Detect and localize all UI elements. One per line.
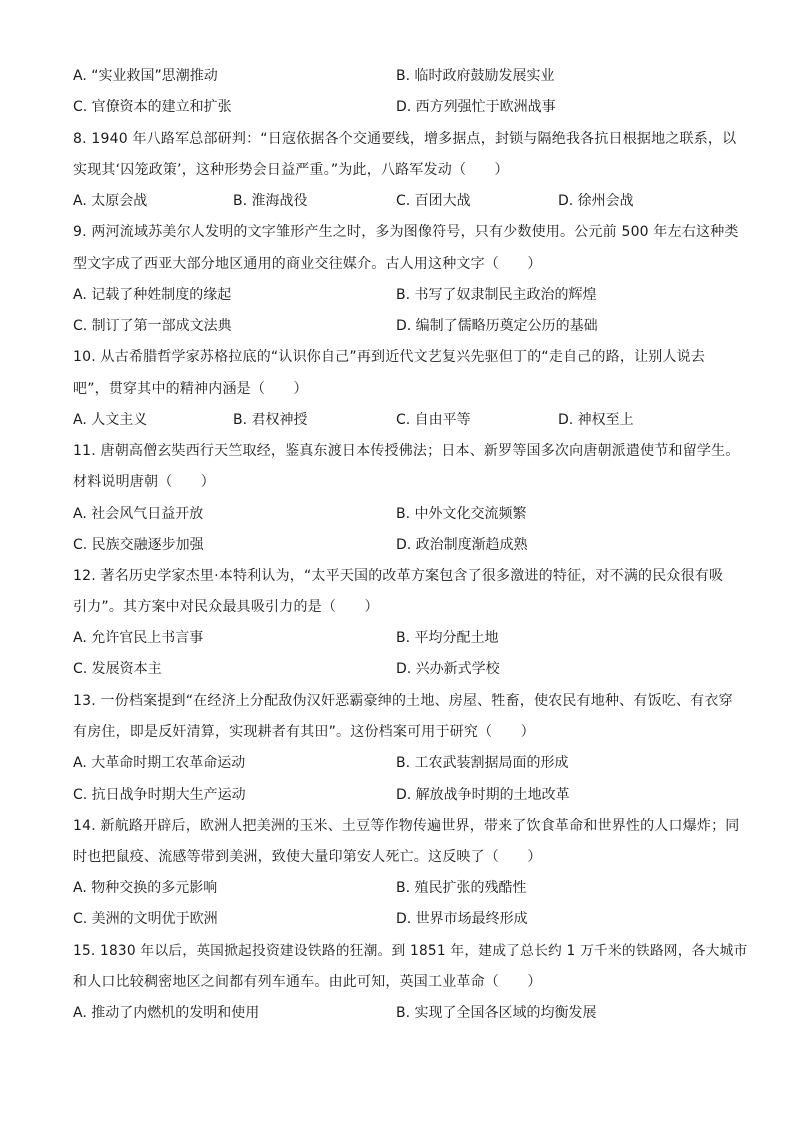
q10-stem-line-1: 10. 从古希腊哲学家苏格拉底的“认识你自己”再到近代文艺复兴先驱但丁的“走自己的路，让别人说去 xyxy=(73,349,706,365)
q11-option-a[interactable]: A. 社会风气日益开放 xyxy=(73,506,204,522)
q13-option-a[interactable]: A. 大革命时期工农革命运动 xyxy=(73,755,246,771)
q10-option-d[interactable]: D. 神权至上 xyxy=(558,412,634,428)
q13-option-b[interactable]: B. 工农武装割据局面的形成 xyxy=(396,755,569,771)
q13-option-d[interactable]: D. 解放战争时期的土地改革 xyxy=(396,787,570,803)
q9-stem-line-2: 型文字成了西亚大部分地区通用的商业交往媒介。古人用这种文字（ ） xyxy=(73,256,542,272)
q8-option-a[interactable]: A. 太原会战 xyxy=(73,193,148,209)
q7-option-c[interactable]: C. 官僚资本的建立和扩张 xyxy=(73,99,232,115)
q12-option-c[interactable]: C. 发展资本主 xyxy=(73,661,162,677)
q10-option-c[interactable]: C. 自由平等 xyxy=(396,412,471,428)
q14-option-d[interactable]: D. 世界市场最终形成 xyxy=(396,911,528,927)
q14-stem-line-1: 14. 新航路开辟后，欧洲人把美洲的玉米、土豆等作物传遍世界，带来了饮食革命和世界性的人口爆炸；同 xyxy=(73,818,740,834)
q10-option-b[interactable]: B. 君权神授 xyxy=(233,412,308,428)
q11-option-c[interactable]: C. 民族交融逐步加强 xyxy=(73,537,204,553)
q11-option-b[interactable]: B. 中外文化交流频繁 xyxy=(396,506,527,522)
q15-option-b[interactable]: B. 实现了全国各区域的均衡发展 xyxy=(396,1005,597,1021)
q7-option-b[interactable]: B. 临时政府鼓励发展实业 xyxy=(396,68,555,84)
q14-option-b[interactable]: B. 殖民扩张的残酷性 xyxy=(396,880,527,896)
q8-option-d[interactable]: D. 徐州会战 xyxy=(558,193,634,209)
q10-stem-line-2: 吧”，贯穿其中的精神内涵是（ ） xyxy=(73,381,308,397)
q9-option-a[interactable]: A. 记载了种姓制度的缘起 xyxy=(73,287,232,303)
q8-stem-line-2: 实现其‘囚笼政策’，这种形势会日益严重。”为此，八路军发动（ ） xyxy=(73,162,509,178)
q11-stem-line-1: 11. 唐朝高僧玄奘西行天竺取经，鉴真东渡日本传授佛法；日本、新罗等国多次向唐朝派遣使节和留学生。 xyxy=(73,443,740,459)
q12-stem-line-1: 12. 著名历史学家杰里·本特利认为，“太平天国的改革方案包含了很多激进的特征，对不满的民众很有吸 xyxy=(73,568,724,584)
q9-stem-line-1: 9. 两河流域苏美尔人发明的文字雏形产生之时，多为图像符号，只有少数使用。公元前 500 年左右这种类 xyxy=(73,224,739,240)
q15-option-a[interactable]: A. 推动了内燃机的发明和使用 xyxy=(73,1005,260,1021)
q14-option-c[interactable]: C. 美洲的文明优于欧洲 xyxy=(73,911,218,927)
q8-option-b[interactable]: B. 淮海战役 xyxy=(233,193,308,209)
q13-stem-line-2: 有房住，即是反奸清算，实现耕者有其田”。这份档案可用于研究（ ） xyxy=(73,724,535,740)
q7-option-a[interactable]: A. “实业救国”思潮推动 xyxy=(73,68,218,84)
q13-stem-line-1: 13. 一份档案提到“在经济上分配敌伪汉奸恶霸豪绅的土地、房屋、牲畜，使农民有地种、有饭吃、有衣穿 xyxy=(73,693,733,709)
q14-stem-line-2: 时也把鼠疫、流感等带到美洲，致使大量印第安人死亡。这反映了（ ） xyxy=(73,849,542,865)
q12-option-d[interactable]: D. 兴办新式学校 xyxy=(396,661,500,677)
q15-stem-line-1: 15. 1830 年以后，英国掀起投资建设铁路的狂潮。到 1851 年，建成了总长约 1 万千米的铁路网，各大城市 xyxy=(73,943,748,959)
q7-option-d[interactable]: D. 西方列强忙于欧洲战事 xyxy=(396,99,556,115)
q11-option-d[interactable]: D. 政治制度渐趋成熟 xyxy=(396,537,528,553)
q11-stem-line-2: 材料说明唐朝（ ） xyxy=(73,474,215,490)
q14-option-a[interactable]: A. 物种交换的多元影响 xyxy=(73,880,218,896)
q9-option-d[interactable]: D. 编制了儒略历奠定公历的基础 xyxy=(396,318,598,334)
q15-stem-line-2: 和人口比较稠密地区之间都有列车通车。由此可知，英国工业革命（ ） xyxy=(73,974,542,990)
q13-option-c[interactable]: C. 抗日战争时期大生产运动 xyxy=(73,787,246,803)
q12-option-a[interactable]: A. 允许官民上书言事 xyxy=(73,630,204,646)
q12-stem-line-2: 引力”。其方案中对民众最具吸引力的是（ ） xyxy=(73,599,379,615)
q9-option-b[interactable]: B. 书写了奴隶制民主政治的辉煌 xyxy=(396,287,597,303)
q9-option-c[interactable]: C. 制订了第一部成文法典 xyxy=(73,318,232,334)
q10-option-a[interactable]: A. 人文主义 xyxy=(73,412,148,428)
q8-option-c[interactable]: C. 百团大战 xyxy=(396,193,471,209)
q12-option-b[interactable]: B. 平均分配土地 xyxy=(396,630,499,646)
q8-stem-line-1: 8. 1940 年八路军总部研判：“日寇依据各个交通要线，增多据点，封锁与隔绝我各抗日根据地之联系，以 xyxy=(73,131,737,147)
